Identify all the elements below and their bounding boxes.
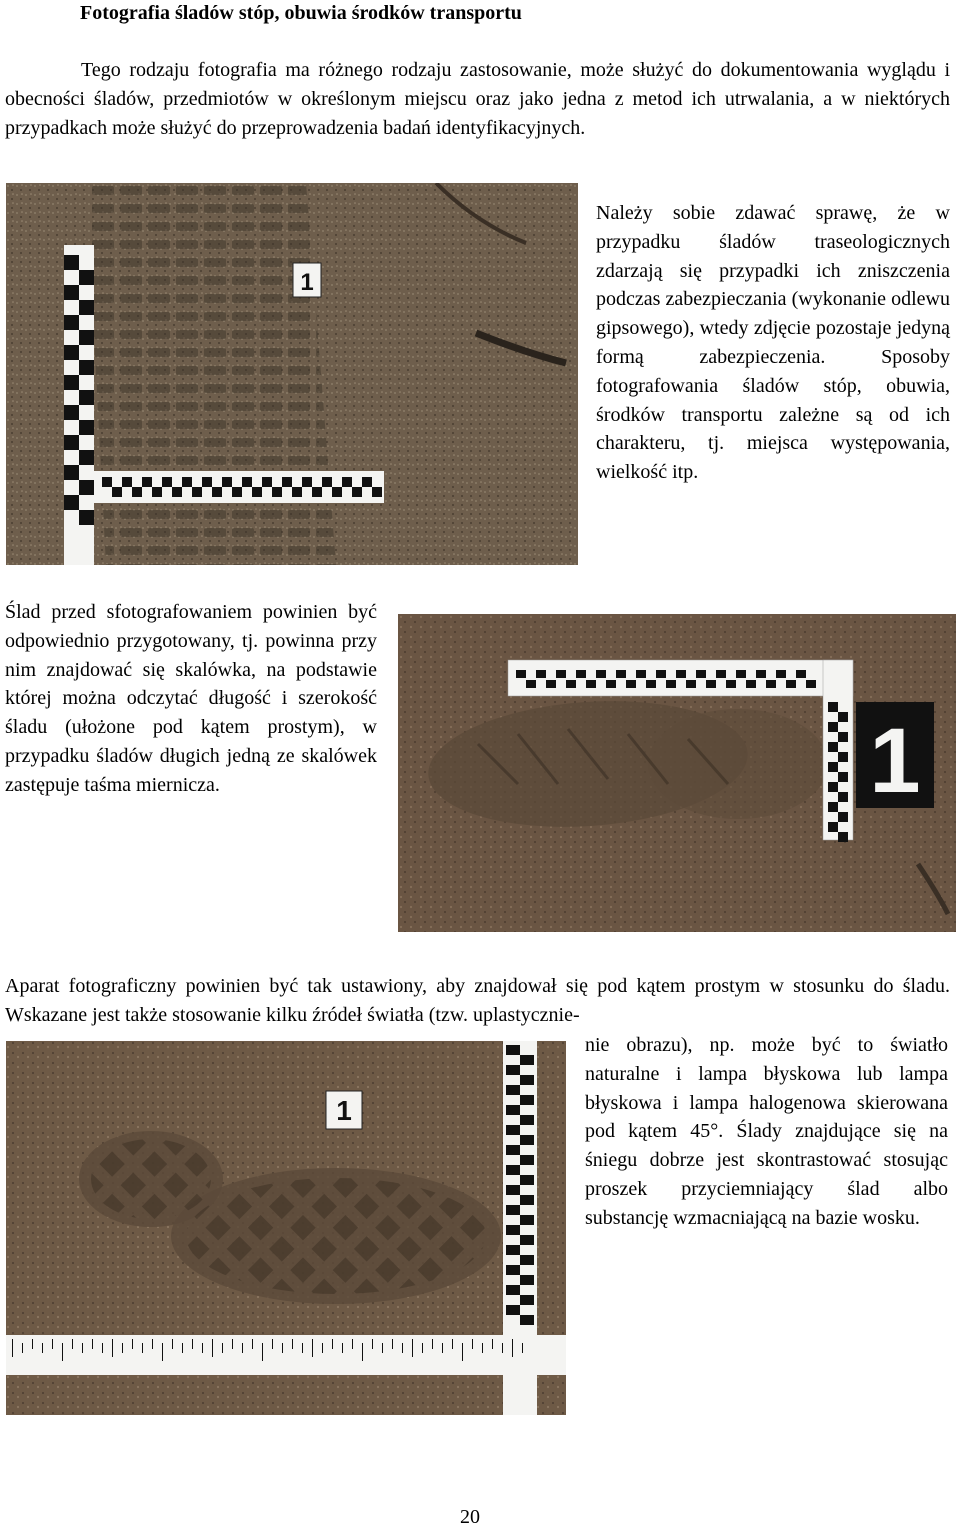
camera-paragraph-continued: nie obrazu), np. może być to światło naturalne i lampa błyskowa lub lampa błyskowa i lampa halogenowa skierowana pod kątem 45°. Ślady znajdujące się na śniegu dobrze jest skontrastować stosując proszek przyciemniający ślad albo substancję wzmacniającą na bazie wosku. [585,1034,948,1229]
traseological-paragraph: Należy sobie zdawać sprawę, że w przypadku śladów traseologicznych zdarzają się przypadki ich zniszczenia podczas zabezpieczania (wykonanie odlewu gipsowego), wtedy zdjęcie pozostaje jedyną formą zabezpieczenia. Sposoby fotografowania śladów stóp, obuwia, środków transportu zależne są od ich charakteru, tj. miejsca występowania, wielkość itp. [596,202,950,484]
page-heading: Fotografia śladów stóp, obuwia środków transportu [80,2,522,24]
evidence-marker-1: 1 [336,1095,352,1126]
boot-print-photo [6,1041,566,1415]
evidence-marker-1: 1 [300,269,314,296]
camera-paragraph-start: Aparat fotograficzny powinien być tak ustawiony, aby znajdował się pod kątem prostym w stosunku do śladu. Wskazane jest także stosowanie kilku źródeł światła (tzw. uplastycznie- [5,975,950,1026]
tire-track-photo [6,183,578,565]
intro-paragraph: Tego rodzaju fotografia ma różnego rodzaju zastosowanie, może służyć do dokumentowania wyglądu i obecności śladów, przedmiotów w określonym miejscu oraz jako jedna z metod ich utrwalania, a w niektórych przypadkach może służyć do przeprowadzenia badań identyfikacyjnych. [5,59,950,139]
evidence-marker-1: 1 [869,710,921,812]
shoe-print-photo [398,614,956,932]
page-number: 20 [460,1506,480,1528]
preparation-paragraph: Ślad przed sfotografowaniem powinien być odpowiednio przygotowany, tj. powinna przy nim znajdować się skalówka, na podstawie której można odczytać długość i szerokość śladu (ułożone pod kątem prostym), w przypadku śladów długich jedną ze skalówek zastępuje taśma miernicza. [5,601,377,796]
